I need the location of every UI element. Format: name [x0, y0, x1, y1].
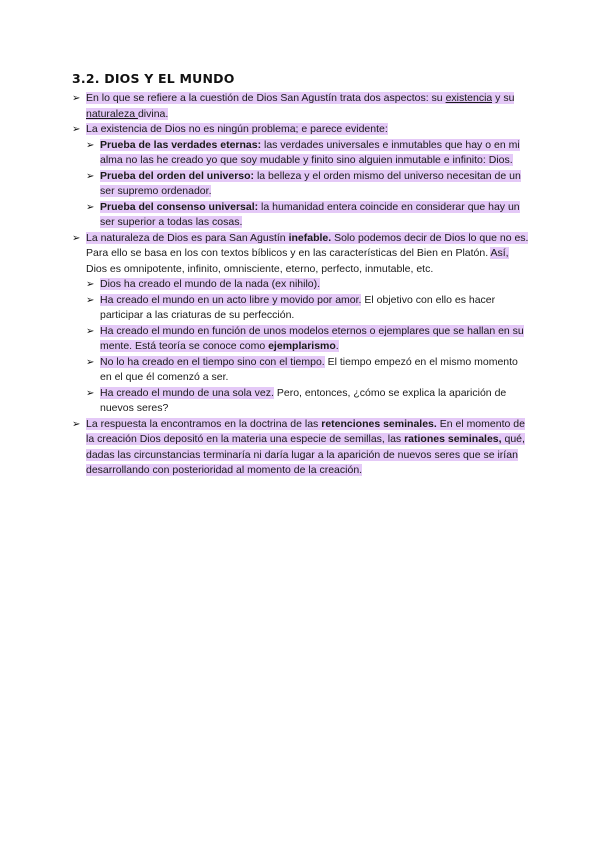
- sub-list-item: ➢ Ha creado el mundo de una sola vez. Pero, entonces, ¿cómo se explica la aparición de nuevos seres?: [86, 386, 507, 414]
- arrow-bullet-icon: ➢: [86, 294, 95, 306]
- sub-list-item: ➢ Ha creado el mundo en función de unos modelos eternos o ejemplares que se hallan en su mente. Está teoría se conoce como ejemplarismo.: [86, 324, 524, 352]
- arrow-bullet-icon: ➢: [72, 232, 81, 244]
- arrow-bullet-icon: ➢: [86, 279, 95, 290]
- list-item: ➢ La respuesta la encontramos en la doctrina de las retenciones seminales. En el momento de la creación Dios depositó en la materia una especie de semillas, las rationes seminales, qué, dadas las circunstancias terminaría ni daría lugar a la aparición de nuevos seres que se irían desarrollando con posterioridad al momento de la creación.: [72, 417, 525, 476]
- arrow-bullet-icon: ➢: [86, 201, 95, 213]
- sub-list-item: ➢ Prueba de las verdades eternas: las verdades universales e inmutables que hay o en mi alma no las he creado yo que soy mudable y finito sino alguien inmutable e infinito: Dios.: [86, 138, 520, 166]
- arrow-bullet-icon: ➢: [86, 325, 95, 337]
- arrow-bullet-icon: ➢: [86, 139, 95, 151]
- list-item: ➢ La naturaleza de Dios es para San Agustín inefable. Solo podemos decir de Dios lo que no es. Para ello se basa en los con textos bíblicos y en las características del Bien en Platón. Así, Dios es omnipotente, infinito, omnisciente, eterno, perfecto, inmutable, etc.: [72, 231, 529, 275]
- sub-list-item: ➢ Ha creado el mundo en un acto libre y movido por amor. El objetivo con ello es hacer participar a las criaturas de su perfección.: [86, 293, 496, 321]
- sub-list-item: ➢ Prueba del consenso universal: la humanidad entera coincide en considerar que hay un ser superior a todas las cosas.: [86, 200, 520, 228]
- list-item: ➢ La existencia de Dios no es ningún problema; e parece evidente:: [72, 122, 532, 138]
- arrow-bullet-icon: ➢: [86, 356, 95, 368]
- sub-list-item: ➢ Dios ha creado el mundo de la nada (ex nihilo).: [72, 277, 532, 293]
- section-heading: 3.2. DIOS Y EL MUNDO: [72, 71, 235, 86]
- arrow-bullet-icon: ➢: [72, 418, 81, 430]
- sub-list-item: ➢ No lo ha creado en el tiempo sino con el tiempo. El tiempo empezó en el mismo momento en el que él comenzó a ser.: [86, 355, 518, 383]
- document-page: [72, 71, 532, 479]
- arrow-bullet-icon: ➢: [72, 124, 81, 135]
- arrow-bullet-icon: ➢: [72, 93, 81, 104]
- arrow-bullet-icon: ➢: [86, 387, 95, 399]
- list-item: ➢ En lo que se refiere a la cuestión de Dios San Agustín trata dos aspectos: su existencia y su naturaleza divina.: [72, 92, 515, 120]
- sub-list-item: ➢ Prueba del orden del universo: la belleza y el orden mismo del universo necesitan de un ser supremo ordenador.: [86, 169, 521, 197]
- arrow-bullet-icon: ➢: [86, 170, 95, 182]
